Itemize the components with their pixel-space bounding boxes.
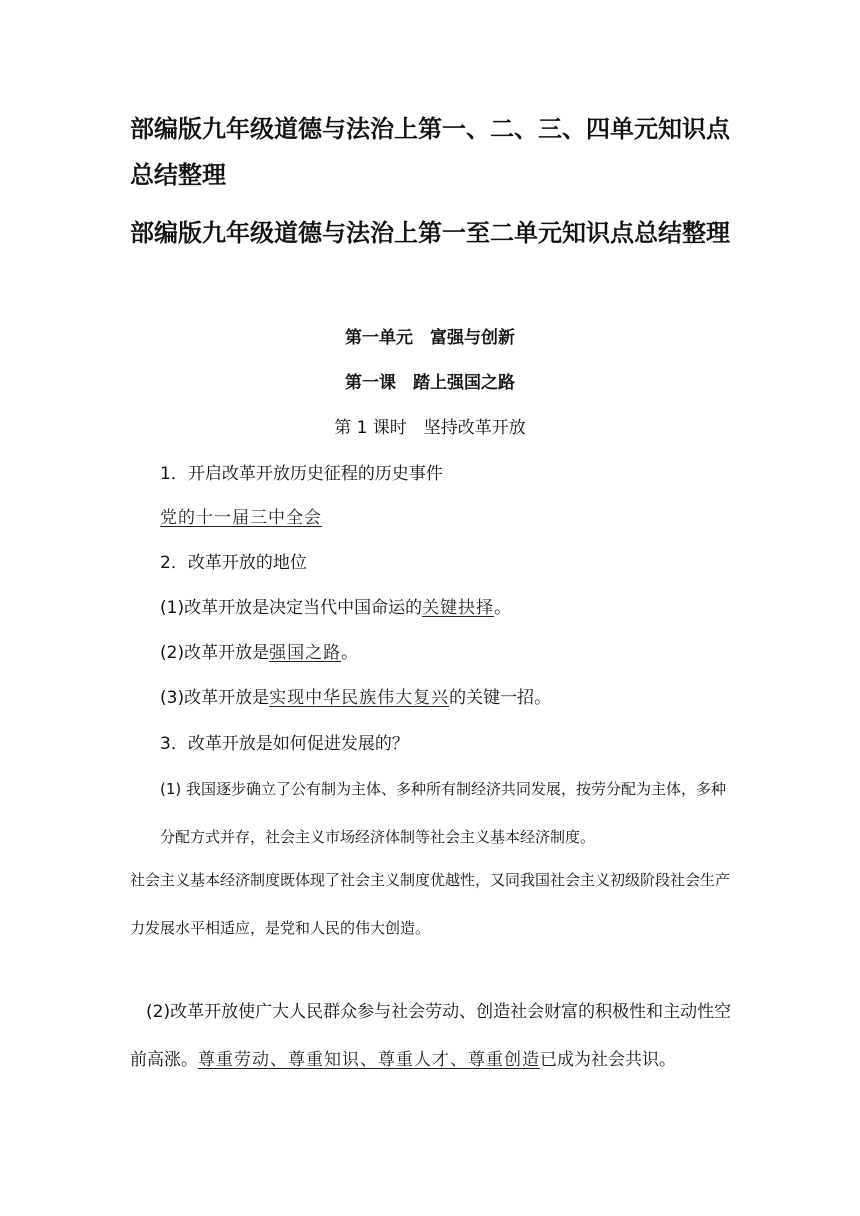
question-3-paragraph-3: (2)改革开放使广大人民群众参与社会劳动、创造社会财富的积极性和主动性空前高涨。尊重劳动、尊重知识、尊重人才、尊重创造已成为社会共识。	[130, 1002, 732, 1070]
answer-text: 党的十一届三中全会	[160, 508, 322, 528]
answer-text: 实现中华民族伟大复兴	[269, 688, 450, 708]
document-subtitle: 部编版九年级道德与法治上第一至二单元知识点总结整理	[130, 219, 730, 247]
question-2-item-1: (1)改革开放是决定当代中国命运的关键抉择。	[160, 598, 512, 618]
question-1-heading: 1．开启改革开放历史征程的历史事件	[160, 464, 443, 484]
answer-text: 尊重劳动、尊重知识、尊重人才、尊重创造	[198, 1050, 540, 1070]
answer-text: 强国之路	[269, 643, 342, 663]
period-heading: 第 1 课时 坚持改革开放	[334, 418, 526, 438]
answer-text: 关键抉择	[422, 598, 495, 618]
question-2-heading: 2．改革开放的地位	[160, 553, 307, 573]
question-1-answer	[160, 506, 322, 530]
document-title: 部编版九年级道德与法治上第一、二、三、四单元知识点总结整理	[130, 115, 730, 189]
lesson-heading: 第一课 踏上强国之路	[345, 373, 515, 393]
question-3-heading: 3．改革开放是如何促进发展的？	[160, 734, 409, 754]
question-3-paragraph-1: (1) 我国逐步确立了公有制为主体、多种所有制经济共同发展，按劳分配为主体，多种分配方式并存，社会主义市场经济体制等社会主义基本经济制度。	[160, 780, 727, 846]
question-2-item-2: (2)改革开放是强国之路。	[160, 643, 359, 663]
question-2-item-3: (3)改革开放是实现中华民族伟大复兴的关键一招。	[160, 688, 552, 708]
question-3-paragraph-2: 社会主义基本经济制度既体现了社会主义制度优越性，又同我国社会主义初级阶段社会生产力发展水平相适应，是党和人民的伟大创造。	[130, 871, 731, 937]
unit-heading: 第一单元 富强与创新	[345, 328, 515, 348]
